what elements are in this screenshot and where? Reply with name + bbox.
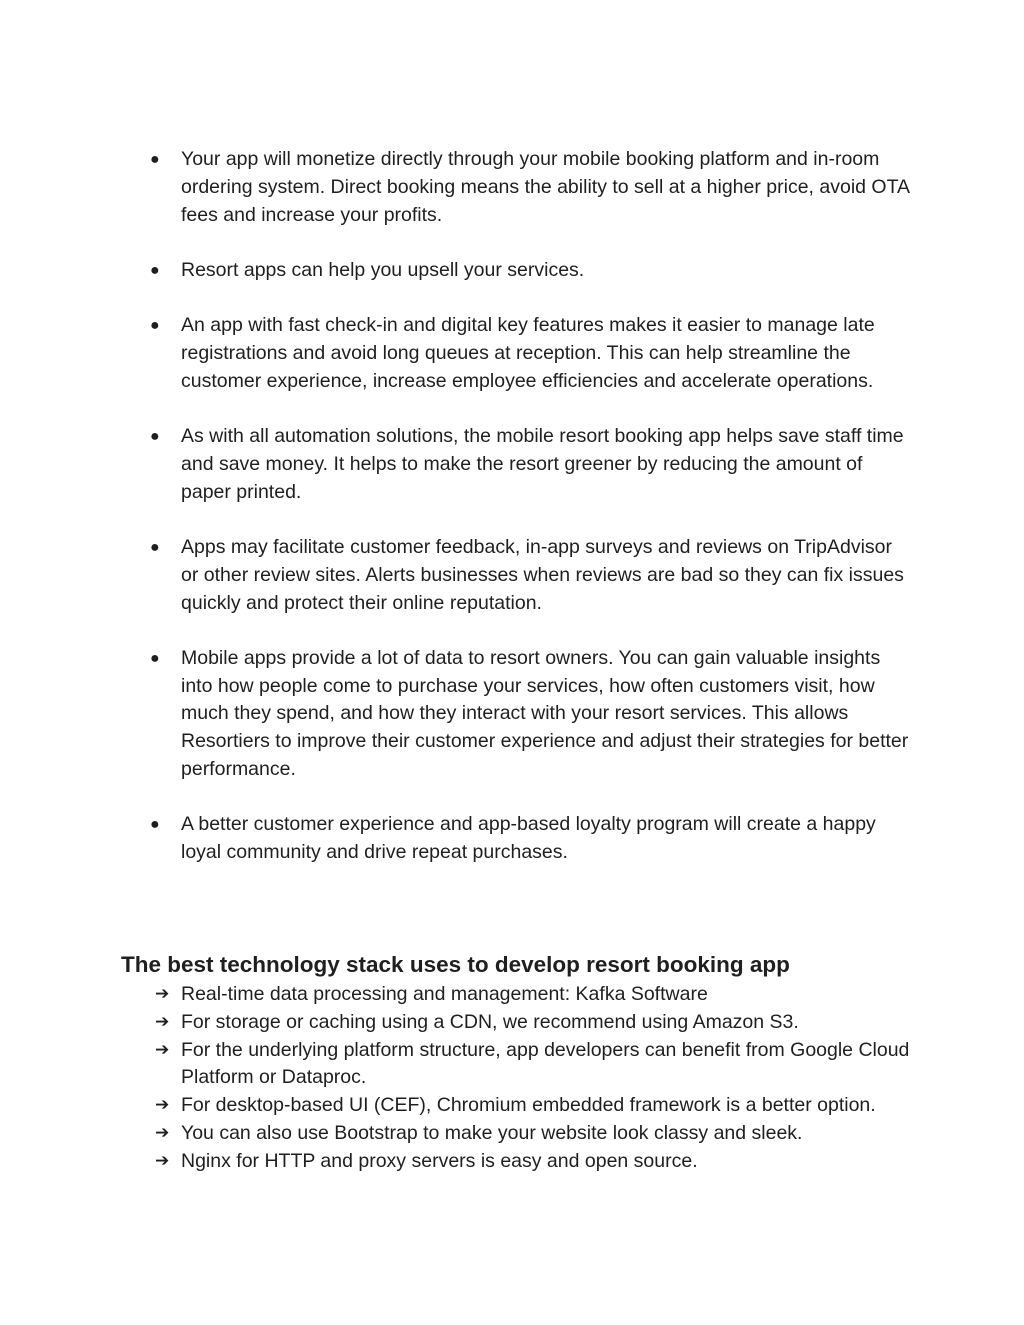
list-item: [0, 1009, 1024, 1037]
bullet-icon: ●: [150, 649, 160, 667]
list-item-text: For desktop-based UI (CEF), Chromium embedded framework is a better option.: [181, 1094, 876, 1117]
list-item-text: Real-time data processing and management: Kafka Software: [181, 983, 708, 1005]
list-item: [0, 981, 1024, 1009]
arrow-right-icon: ➔: [155, 1095, 170, 1116]
bullet-icon: ●: [150, 151, 160, 168]
list-item-text: For the underlying platform structure, app developers can benefit from Google Cloud Platform or Dataproc.: [181, 1038, 910, 1089]
list-item: [0, 1037, 1024, 1093]
list-item: [0, 257, 1024, 285]
list-item: [0, 1148, 1024, 1176]
arrow-right-icon: ➔: [155, 1150, 170, 1171]
benefits-list: [0, 146, 1024, 894]
list-item-text: Nginx for HTTP and proxy servers is easy and open source.: [181, 1149, 698, 1172]
section-heading: The best technology stack uses to develop resort booking app: [121, 952, 790, 977]
bullet-icon: ●: [150, 261, 160, 279]
list-item-text: Your app will monetize directly through your mobile booking platform and in-room ordering system. Direct booking means the ability to sell at a higher price, avoid OTA fees and increase your profits.: [181, 148, 909, 226]
arrow-right-icon: ➔: [155, 1039, 170, 1060]
list-item: [0, 146, 1024, 229]
list-item-text: Mobile apps provide a lot of data to resort owners. You can gain valuable insights into how people come to purchase your services, how often customers visit, how much they spend, and how they interact with your resort services. This allows Resortiers to improve their customer experience and adjust their strategies for better performance.: [181, 646, 909, 781]
bullet-icon: ●: [150, 816, 160, 834]
bullet-icon: ●: [150, 428, 160, 446]
list-item-text: For storage or caching using a CDN, we recommend using Amazon S3.: [181, 1010, 799, 1033]
list-item-text: You can also use Bootstrap to make your website look classy and sleek.: [181, 1121, 803, 1144]
list-item: [0, 534, 1024, 617]
list-item: [0, 1120, 1024, 1148]
list-item: [0, 1092, 1024, 1120]
list-item: [0, 312, 1024, 395]
list-item-text: Resort apps can help you upsell your services.: [181, 258, 585, 281]
arrow-right-icon: ➔: [155, 1122, 170, 1143]
arrow-right-icon: ➔: [155, 1011, 170, 1032]
tech-stack-list: [0, 981, 1024, 1176]
list-item: [0, 811, 1024, 867]
list-item: [0, 645, 1024, 784]
bullet-icon: ●: [150, 538, 160, 556]
list-item-text: A better customer experience and app-based loyalty program will create a happy loyal community and drive repeat purchases.: [181, 813, 876, 864]
list-item-text: An app with fast check-in and digital key features makes it easier to manage late registrations and avoid long queues at reception. This can help streamline the customer experience, increase employee efficiencies and accelerate operations.: [181, 314, 875, 392]
bullet-icon: ●: [150, 317, 160, 335]
arrow-right-icon: ➔: [155, 984, 170, 1004]
list-item-text: As with all automation solutions, the mobile resort booking app helps save staff time and save money. It helps to make the resort greener by reducing the amount of paper printed.: [181, 425, 904, 503]
list-item: [0, 423, 1024, 506]
list-item-text: Apps may facilitate customer feedback, in-app surveys and reviews on TripAdvisor or other review sites. Alerts businesses when reviews are bad so they can fix issues quickly and protect their online reputation.: [181, 535, 904, 614]
